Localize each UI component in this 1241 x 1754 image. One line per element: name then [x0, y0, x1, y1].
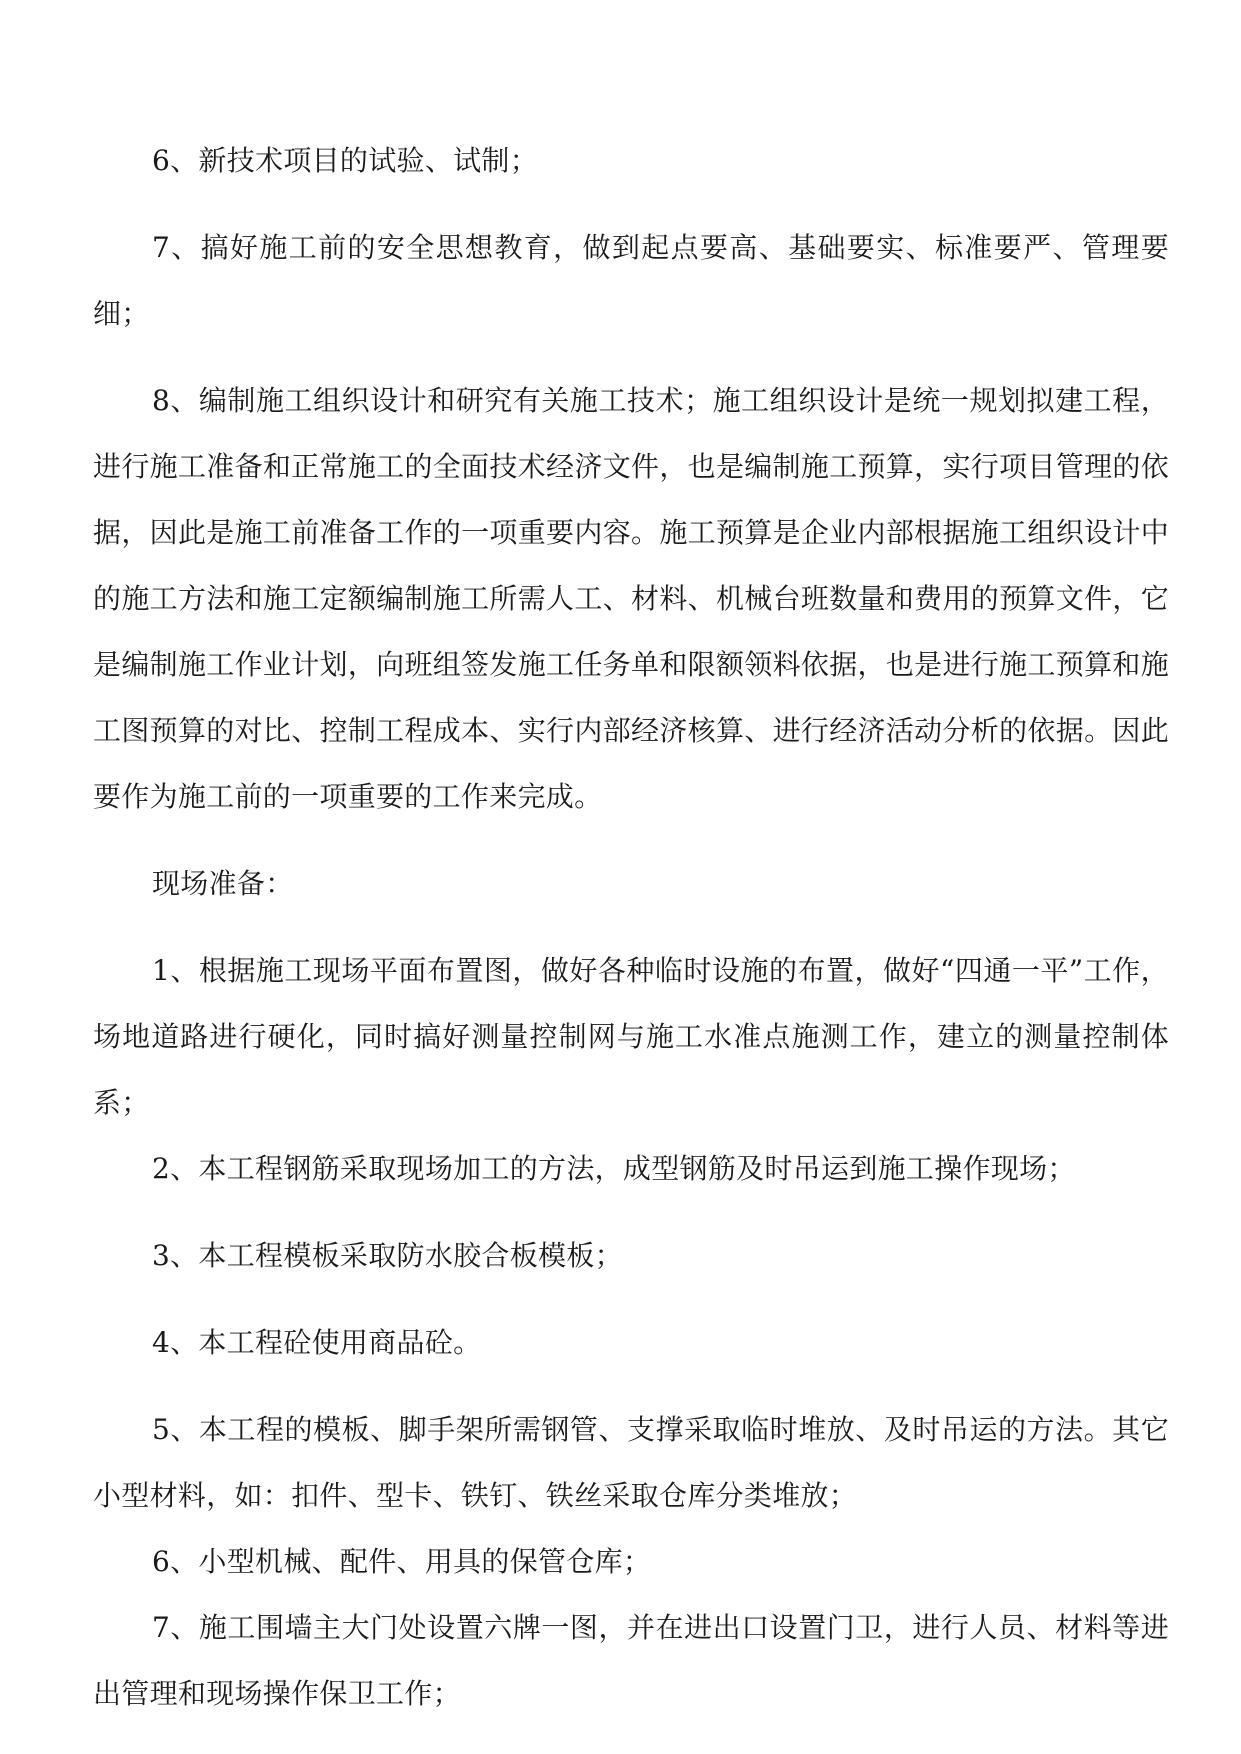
- paragraph-site-item-7: 7、施工围墙主大门处设置六牌一图，并在进出口设置门卫，进行人员、材料等进出管理和现场操作保卫工作；: [93, 1611, 1169, 1710]
- paragraph-site-item-6: 6、小型机械、配件、用具的保管仓库；: [152, 1545, 652, 1578]
- paragraph-item-6-new-tech: 6、新技术项目的试验、试制；: [152, 144, 539, 177]
- paragraph-item-7-safety-education: 7、搞好施工前的安全思想教育，做到起点要高、基础要实、标准要严、管理要细；: [93, 231, 1169, 330]
- paragraph-item-8-construction-design: 8、编制施工组织设计和研究有关施工技术；施工组织设计是统一规划拟建工程，进行施工准备和正常施工的全面技术经济文件，也是编制施工预算，实行项目管理的依据，因此是施工前准备工作的一项重要内容。施工预算是企业内部根据施工组织设计中的施工方法和施工定额编制施工所需人工、材料、机械台班数量和费用的预算文件，它是编制施工作业计划，向班组签发施工任务单和限额领料依据，也是进行施工预算和施工图预算的对比、控制工程成本、实行内部经济核算、进行经济活动分析的依据。因此要作为施工前的一项重要的工作来完成。: [93, 384, 1169, 813]
- paragraph-site-item-4: 4、本工程砼使用商品砼。: [152, 1326, 482, 1359]
- paragraph-site-item-3: 3、本工程模板采取防水胶合板模板；: [152, 1239, 623, 1272]
- paragraph-site-item-1: 1、根据施工现场平面布置图，做好各种临时设施的布置，做好“四通一平”工作，场地道路进行硬化，同时搞好测量控制网与施工水准点施测工作，建立的测量控制体系；: [93, 954, 1169, 1119]
- paragraph-site-item-2: 2、本工程钢筋采取现场加工的方法，成型钢筋及时吊运到施工操作现场；: [152, 1152, 1076, 1185]
- paragraph-site-item-5: 5、本工程的模板、脚手架所需钢管、支撑采取临时堆放、及时吊运的方法。其它小型材料，如：扣件、型卡、铁钉、铁丝采取仓库分类堆放；: [93, 1413, 1169, 1512]
- section-heading-site-preparation: 现场准备：: [152, 867, 294, 900]
